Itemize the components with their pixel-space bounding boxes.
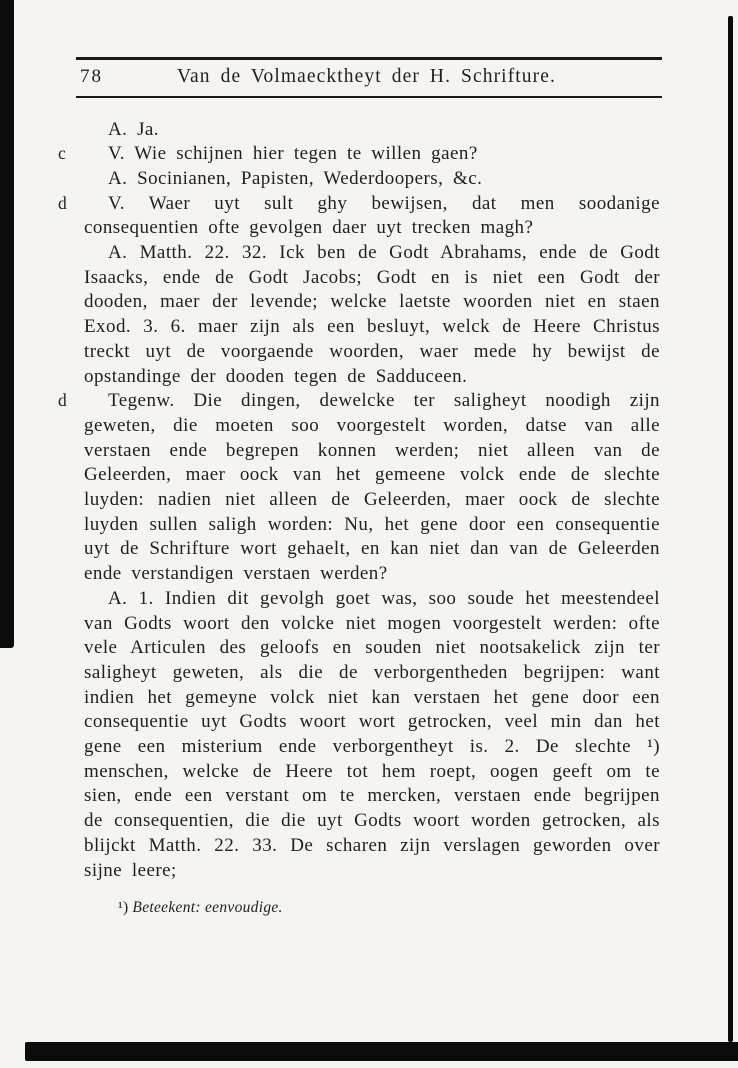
paragraph xyxy=(84,587,660,883)
running-title: Van de Volmaecktheyt der H. Schrifture. xyxy=(177,66,556,87)
paragraph-text: Tegenw. Die dingen, dewelcke ter saligheyt noodigh zijn geweten, die moeten soo voorgestelt worden, datse van alle verstaen ende begrepen konnen werden; niet alleen van de Geleerden, maer oock van het gemeene volck ende de slechte luyden: nadien niet alleen de Geleerden, maer oock de slechte luyden sullen saligh worden: Nu, het gene door een consequentie uyt de Schrifture wort gehaelt, en kan niet dan van de Geleerden ende verstandigen verstaen werden? xyxy=(84,390,660,585)
text-block xyxy=(58,118,660,884)
footnote-marker: ¹) xyxy=(118,899,129,917)
page-number: 78 xyxy=(80,66,103,87)
paragraph-text: A. Socinianen, Papisten, Wederdoopers, &c. xyxy=(108,167,483,189)
paragraph xyxy=(58,142,660,167)
margin-letter: c xyxy=(58,143,66,164)
paragraph-text: A. Matth. 22. 32. Ick ben de Godt Abrahams, ende de Godt Isaacks, ende de Godt Jacobs; Godt en is niet een Godt der dooden, maer der levende; welcke laetste woorden niet en staen Exod. 3. 6. maer zijn als een besluyt, welck de Heere Christus treckt uyt de voorgaende woorden, waer mede hy bewijst de opstandinge der dooden tegen de Sadduceen. xyxy=(84,242,660,387)
page-header xyxy=(76,57,662,98)
header-row xyxy=(76,60,662,96)
paragraph xyxy=(84,118,660,143)
footnote-text: Beteekent: eenvoudige. xyxy=(132,899,283,917)
scan-artifact-bottom xyxy=(25,1042,738,1061)
paragraph-text: A. 1. Indien dit gevolgh goet was, soo soude het meestendeel van Godts woort den volcke niet mogen voorgestelt werden: ofte vele Articulen des geloofs en souden niet nootsakelick zijn ter saligheyt geweten, als die de verborgentheden begrijpen: want indien het gemeyne volck niet kan verstaen het gene door een consequentie uyt Godts woort wort getrocken, veel min dan het gene een misterium ende verborgentheyt is. 2. De slechte ¹) menschen, welcke de Heere tot hem roept, oogen geeft om te sien, ende een verstant om te mercken, verstaen ende begrijpen de consequentien, die die uyt Godts woort worden getrocken, als blijckt Matth. 22. 33. De scharen zijn verslagen geworden over sijne leere; xyxy=(84,587,660,881)
header-rule-bottom xyxy=(76,96,662,98)
footnote xyxy=(118,899,660,917)
margin-letter: d xyxy=(58,192,67,213)
paragraph xyxy=(58,192,660,241)
paragraph-text: A. Ja. xyxy=(108,118,159,140)
paragraph-text: V. Wie schijnen hier tegen te willen gaen? xyxy=(108,143,478,165)
paragraph xyxy=(58,389,660,587)
paragraph xyxy=(84,241,660,389)
paragraph xyxy=(84,167,660,192)
margin-letter: d xyxy=(58,390,67,411)
paragraph-text: V. Waer uyt sult ghy bewijsen, dat men soodanige consequentien ofte gevolgen daer uyt trecken magh? xyxy=(84,192,660,239)
